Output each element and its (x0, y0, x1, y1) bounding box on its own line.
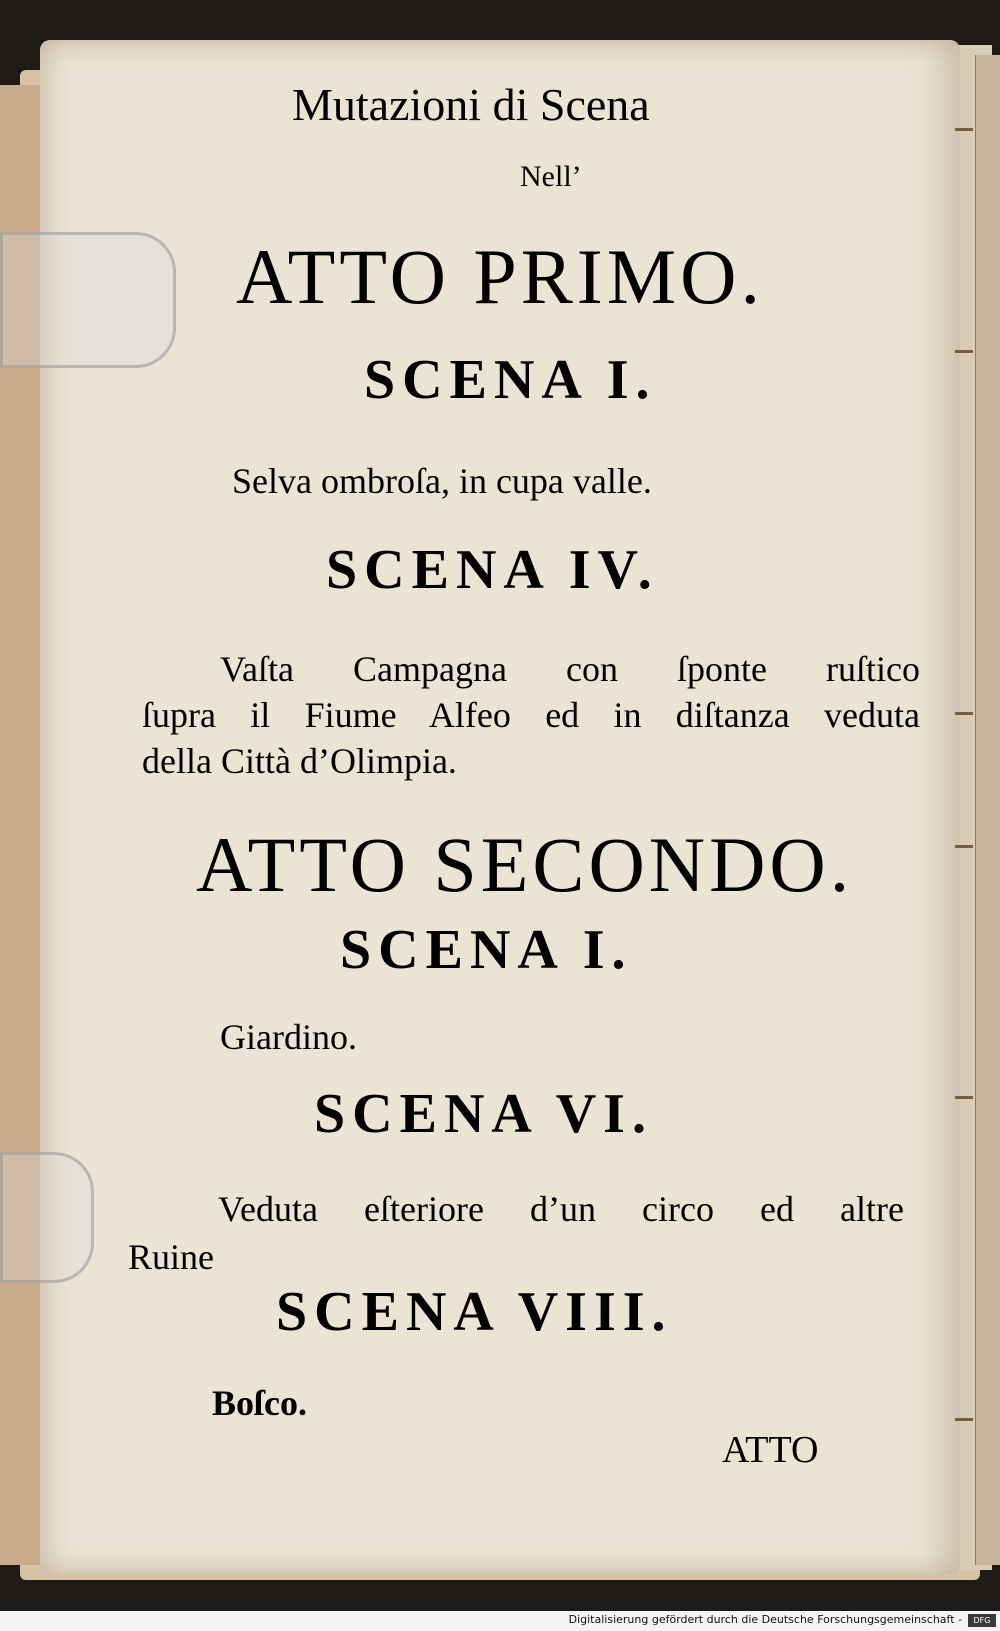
page-title: Mutazioni di Scena (292, 79, 650, 130)
page-subtitle: Nell’ (520, 160, 582, 193)
page-clip-top (0, 232, 176, 368)
act2-scene6-label: SCENA VI. (314, 1083, 653, 1145)
act1-scene4-description-line3: della Città d’Olimpia. (142, 741, 457, 781)
act2-scene1-description: Giardino. (220, 1017, 357, 1057)
act2-scene8-label: SCENA VIII. (276, 1281, 673, 1343)
binding-thread (955, 1418, 973, 1421)
act2-scene6-description-line1: Veduta eſteriore d’un circo ed altre (218, 1189, 904, 1229)
catchword: ATTO (722, 1429, 819, 1471)
act2-scene6-description-line2: Ruine (128, 1237, 214, 1277)
binding-edge (975, 55, 1000, 1565)
binding-thread (955, 845, 973, 848)
binding-thread (955, 712, 973, 715)
binding-thread (955, 128, 973, 131)
binding-thread (955, 1096, 973, 1099)
page-clip-bottom (0, 1152, 94, 1283)
binding-thread (955, 350, 973, 353)
act-two-heading: ATTO SECONDO. (196, 821, 854, 908)
act1-scene4-description-line2: ſupra il Fiume Alfeo ed in diſtanza veduta (142, 695, 920, 735)
act1-scene1-description: Selva ombroſa, in cupa valle. (232, 461, 652, 501)
act1-scene1-label: SCENA I. (364, 349, 657, 411)
act1-scene4-label: SCENA IV. (326, 539, 659, 601)
dfg-logo: DFG (968, 1614, 996, 1627)
act1-scene4-description-line1: Vaſta Campagna con ſponte ruſtico (220, 649, 920, 689)
act2-scene8-description: Boſco. (212, 1383, 307, 1423)
footer-bar (0, 1611, 1000, 1631)
funding-credit: Digitalisierung gefördert durch die Deutsche Forschungsgemeinschaft - (568, 1613, 962, 1626)
act2-scene1-label: SCENA I. (340, 919, 633, 981)
act-one-heading: ATTO PRIMO. (236, 233, 764, 320)
